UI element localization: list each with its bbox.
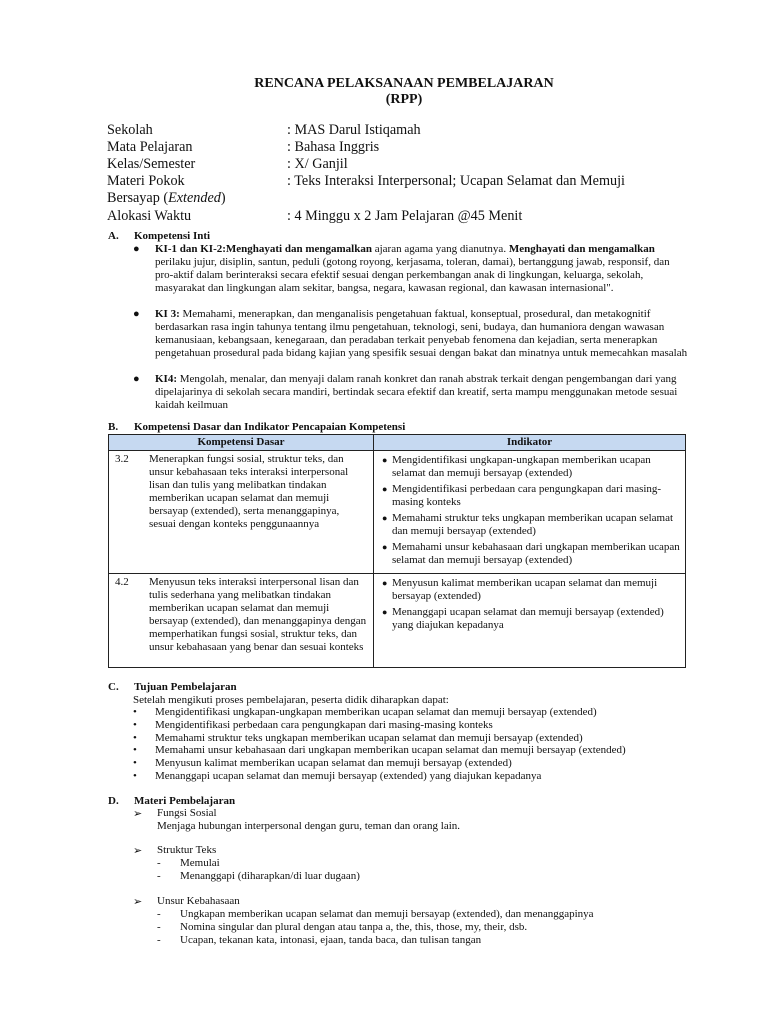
bullet-icon: ● (133, 308, 140, 320)
kd-number: 3.2 (115, 453, 129, 465)
bullet-icon: ● (382, 607, 388, 617)
list-item: ● Memahami struktur teks ungkapan memberikan ucapan selamat dan memuji bersayap (extended) (382, 512, 674, 537)
list-item: ● Memahami unsur kebahasaan dari ungkapan memberikan ucapan selamat dan memuji bersayap (extended) (382, 541, 680, 566)
bullet-icon: ● (382, 484, 388, 494)
list-item: • Mengidentifikasi ungkapan-ungkapan memberikan ucapan selamat dan memuji bersayap (extended) (133, 706, 597, 718)
bullet-icon: ● (382, 455, 388, 465)
materi-continuation: Bersayap (Extended) (107, 190, 226, 206)
bullet-icon: ● (133, 243, 140, 255)
list-item: ● Mengidentifikasi perbedaan cara pengungkapan dari masing-masing konteks (382, 483, 662, 508)
mapel-value: : Bahasa Inggris (287, 139, 380, 155)
dash-icon: - (157, 870, 161, 882)
bullet-icon: ● (382, 578, 388, 588)
mapel-label: Mata Pelajaran (107, 139, 193, 155)
bullet-icon: ● (382, 513, 388, 523)
bullet-icon: ● (133, 373, 140, 385)
fungsi-sosial-title: Fungsi Sosial (157, 807, 217, 819)
fungsi-sosial-text: Menjaga hubungan interpersonal dengan guru, teman dan orang lain. (157, 820, 461, 832)
kd-indikator-table (108, 434, 686, 668)
indikator-cell (374, 451, 686, 574)
kelas-label: Kelas/Semester (107, 156, 196, 172)
tujuan-intro: Setelah mengikuti proses pembelajaran, peserta didik diharapkan dapat: (133, 694, 449, 706)
list-item: Ungkapan memberikan ucapan selamat dan memuji bersayap (extended), dan menanggapinya (180, 908, 594, 920)
struktur-teks-title: Struktur Teks (157, 844, 217, 856)
bullet-icon: • (133, 719, 137, 731)
kd-cell (109, 451, 374, 574)
alokasi-value: : 4 Minggu x 2 Jam Pelajaran @45 Menit (287, 208, 523, 224)
document-title: RENCANA PELAKSANAAN PEMBELAJARAN (254, 76, 554, 91)
list-item: • Menyusun kalimat memberikan ucapan selamat dan memuji bersayap (extended) (133, 757, 512, 769)
dash-icon: - (157, 921, 161, 933)
bullet-icon: • (133, 732, 137, 744)
dash-icon: - (157, 908, 161, 920)
list-item: ● Menyusun kalimat memberikan ucapan selamat dan memuji bersayap (extended) (382, 577, 658, 602)
sekolah-value: : MAS Darul Istiqamah (287, 122, 421, 138)
kelas-value: : X/ Ganjil (287, 156, 348, 172)
dash-icon: - (157, 934, 161, 946)
list-item: ● Menanggapi ucapan selamat dan memuji bersayap (extended) yang diajukan kepadanya (382, 606, 664, 631)
sekolah-label: Sekolah (107, 122, 153, 138)
col-kompetensi-dasar: Kompetensi Dasar (109, 435, 374, 451)
ki3-text: KI 3: Memahami, menerapkan, dan menganalisis pengetahuan faktual, konseptual, prosedural, dan metakognitif berdasarkan rasa ingin tahunya tentang ilmu pengetahuan, teknologi, seni, budaya, dan humaniora dengan wawasan kemanusiaan, kebangsaan, kenegaraan, dan peradaban terkait penyebab fenomena dan kejadian, serta menerapkan pengetahuan prosedural pada bidang kajian yang spesifik sesuai dengan bakat dan minatnya untuk memecahkan masalah (155, 308, 688, 359)
table-row (109, 574, 686, 668)
col-indikator: Indikator (374, 435, 686, 451)
list-item: Menanggapi (diharapkan/di luar dugaan) (180, 870, 360, 882)
arrow-icon: ➢ (133, 808, 143, 820)
bullet-icon: • (133, 706, 137, 718)
document-subtitle: (RPP) (385, 92, 423, 107)
bullet-icon: • (133, 744, 137, 756)
table-row (109, 451, 686, 574)
list-item: ● Mengidentifikasi ungkapan-ungkapan memberikan ucapan selamat dan memuji bersayap (extended) (382, 454, 651, 479)
rpp-document: RENCANA PELAKSANAAN PEMBELAJARAN (RPP) Sekolah : MAS Darul Istiqamah Mata Pelajaran : Bahasa Inggris Kelas/Semester : X/ Ganjil Materi Pokok : Teks Interaksi Interpersonal; Ucapan Selamat dan Memuji Bersayap (Extended) Alokasi Waktu : 4 Minggu x 2 Jam Pelajaran @45 Menit A. Kompetensi Inti ● KI-1 dan KI-2:Menghayati dan mengamalkan ajaran agama yang dianutnya. Menghayati dan mengamalkan perilaku jujur, disiplin, santun, peduli (gotong royong, kerjasama, toleran, damai), bertanggung jawab, responsif, dan pro-aktif dalam berinteraksi secara efektif sesuai dengan perkembangan anak di lingkungan, keluarga, sekolah, masyarakat dan lingkungan alam sekitar, bangsa, negara, kawasan regional, dan kawasan internasional". ● KI 3: Memahami, menerapkan, dan menganalisis pengetahuan faktual, konseptual, prosedural, dan metakognitif berdasarkan rasa ingin tahunya tentang ilmu pengetahuan, teknologi, seni, budaya, dan humaniora dengan wawasan kemanusiaan, kebangsaan, kenegaraan, dan peradaban terkait penyebab fenomena dan kejadian, serta menerapkan pengetahuan prosedural pada bidang kajian yang spesifik sesuai dengan bakat dan minatnya untuk memecahkan masalah ● KI4: Mengolah, menalar, dan menyaji dalam ranah konkret dan ranah abstrak terkait dengan pengembangan dari yang dipelajarinya di sekolah secara mandiri, bertindak secara efektif dan kreatif, serta mampu menggunakan metode sesuai kaidah keilmuan B. Kompetensi Dasar dan Indikator Pencapaian Kompetensi Kompetensi Dasar Indikator 3.2 Menerapkan fungsi sosial, struktur teks, dan unsur kebahasaan teks interaksi interpersonal lisan dan tulis yang melibatkan tindakan memberikan ucapan selamat dan memuji bersayap (extended), serta menanggapinya, sesuai dengan konteks penggunaannya ● Mengidentifikasi ungkapan-ungkapan memberikan ucapan selamat dan memuji bersayap (extended) ● Mengidentifikasi perbedaan cara pengungkapan dari masing-masing konteks ● Memahami struktur teks ungkapan memberikan ucapan selamat dan memuji bersayap (extended) ● Memahami unsur kebahasaan dari ungkapan memberikan ucapan selamat dan memuji bersayap (extended) 4.2 Menyusun teks interaksi interpersonal lisan dan tulis sederhana yang melibatkan tindakan memberikan ucapan selamat dan memuji bersayap (extended), dan menanggapinya dengan memperhatikan fungsi sosial, struktur teks, dan unsur kebahasaan yang benar dan sesuai konteks ● Menyusun kalimat memberikan ucapan selamat dan memuji bersayap (extended) ● Menanggapi ucapan selamat dan memuji bersayap (extended) yang diajukan kepadanya C. Tujuan Pembelajaran Setelah mengikuti proses pembelajaran, peserta didik diharapkan dapat: • Mengidentifikasi ungkapan-ungkapan memberikan ucapan selamat dan memuji bersayap (extended) • Mengidentifikasi perbedaan cara pengungkapan dari masing-masing konteks • Memahami struktur teks ungkapan memberikan ucapan selamat dan memuji bersayap (extended) • Memahami unsur kebahasaan dari ungkapan memberikan ucapan selamat dan memuji bersayap (extended) • Menyusun kalimat memberikan ucapan selamat dan memuji bersayap (extended) • Menanggapi ucapan selamat dan memuji bersayap (extended) yang diajukan kepadanya D. Materi Pembelajaran ➢ Fungsi Sosial Menjaga hubungan interpersonal dengan guru, teman dan orang lain. ➢ Struktur Teks - Memulai - Menanggapi (diharapkan/di luar dugaan) ➢ Unsur Kebahasaan - Ungkapan memberikan ucapan selamat dan memuji bersayap (extended), dan menanggapinya - Nomina singular dan plural dengan atau tanpa a, the, this, those, my, their, dsb. - Ucapan, tekanan kata, intonasi, ejaan, tanda baca, dan tulisan tangan (0, 0, 768, 1024)
indikator-cell (374, 574, 686, 668)
dash-icon: - (157, 857, 161, 869)
materi-value: : Teks Interaksi Interpersonal; Ucapan Selamat dan Memuji (287, 173, 625, 189)
arrow-icon: ➢ (133, 896, 143, 908)
bullet-icon: ● (382, 542, 388, 552)
arrow-icon: ➢ (133, 845, 143, 857)
bullet-icon: • (133, 757, 137, 769)
list-item: • Menanggapi ucapan selamat dan memuji bersayap (extended) yang diajukan kepadanya (133, 770, 542, 782)
ki12-text: KI-1 dan KI-2:Menghayati dan mengamalkan ajaran agama yang dianutnya. Menghayati dan mengamalkan perilaku jujur, disiplin, santun, peduli (gotong royong, kerjasama, toleran, damai), bertanggung jawab, responsif, dan pro-aktif dalam berinteraksi secara efektif sesuai dengan perkembangan anak di lingkungan, keluarga, sekolah, masyarakat dan lingkungan alam sekitar, bangsa, negara, kawasan regional, dan kawasan internasional". (155, 243, 670, 294)
kd-cell (109, 574, 374, 668)
materi-label: Materi Pokok (107, 173, 185, 189)
list-item: Memulai (180, 857, 220, 869)
list-item: Nomina singular dan plural dengan atau tanpa a, the, this, those, my, their, dsb. (180, 921, 528, 933)
unsur-kebahasaan-title: Unsur Kebahasaan (157, 895, 240, 907)
kd-text: Menerapkan fungsi sosial, struktur teks, dan unsur kebahasaan teks interaksi interpersonal lisan dan tulis yang melibatkan tindakan memberikan ucapan selamat dan memuji bersayap (extended), serta menanggapinya, sesuai dengan konteks penggunaannya (149, 453, 349, 530)
alokasi-label: Alokasi Waktu (107, 208, 192, 224)
list-item: • Mengidentifikasi perbedaan cara pengungkapan dari masing-masing konteks (133, 719, 493, 731)
bullet-icon: • (133, 770, 137, 782)
kd-number: 4.2 (115, 576, 129, 588)
ki4-text: KI4: Mengolah, menalar, dan menyaji dalam ranah konkret dan ranah abstrak terkait dengan pengembangan dari yang dipelajarinya di sekolah secara mandiri, bertindak secara efektif dan kreatif, serta mampu menggunakan metode sesuai kaidah keilmuan (155, 373, 678, 411)
list-item: Ucapan, tekanan kata, intonasi, ejaan, tanda baca, dan tulisan tangan (180, 934, 482, 946)
kd-text: Menyusun teks interaksi interpersonal lisan dan tulis sederhana yang melibatkan tindakan memberikan ucapan selamat dan memuji bersayap (extended), dan menanggapinya dengan memperhatikan fungsi sosial, struktur teks, dan unsur kebahasaan yang benar dan sesuai konteks (149, 576, 367, 653)
list-item: • Memahami unsur kebahasaan dari ungkapan memberikan ucapan selamat dan memuji bersayap (extended) (133, 744, 626, 756)
list-item: • Memahami struktur teks ungkapan memberikan ucapan selamat dan memuji bersayap (extended) (133, 732, 583, 744)
